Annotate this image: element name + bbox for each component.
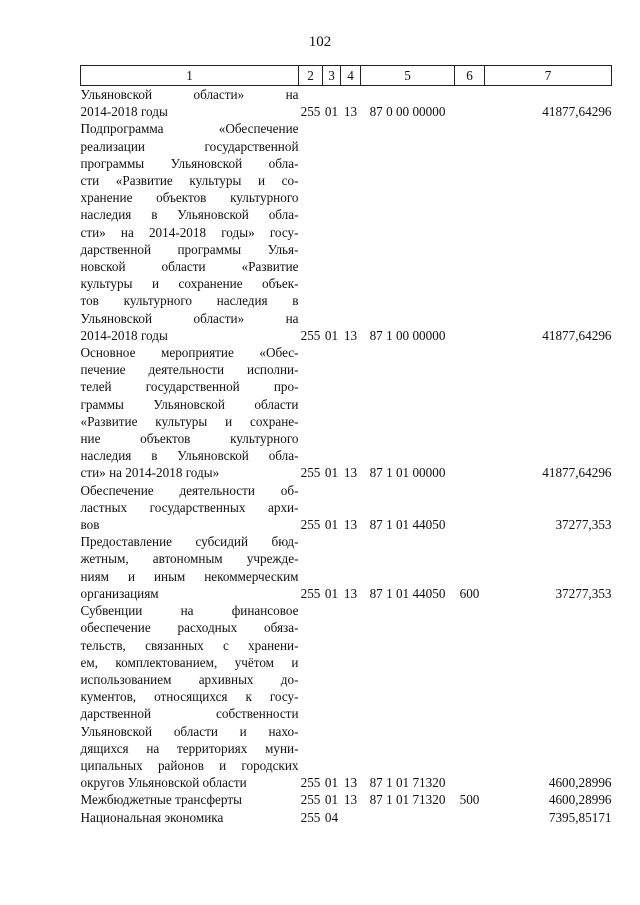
- grbs-code: 255: [300, 104, 321, 120]
- subsection-code: 13: [343, 775, 358, 791]
- name-line: сти «Развитие культуры и со-: [80, 173, 299, 189]
- name-line: сти» на 2014-2018 годы» госу-: [80, 224, 299, 240]
- expense-type-code: [455, 809, 485, 826]
- name-line: Обеспечение деятельности об-: [80, 482, 299, 498]
- target-article-code: 87 1 01 71320: [369, 775, 446, 791]
- row-name: [81, 120, 299, 344]
- name-line: Предоставление субсидий бюд-: [80, 534, 299, 550]
- name-line: Национальная экономика: [80, 809, 224, 825]
- name-line: программы Ульяновской обла-: [80, 155, 299, 171]
- table-row: [81, 809, 612, 826]
- name-line: культуры и сохранение объек-: [80, 276, 299, 292]
- subsection-code: 13: [343, 104, 358, 120]
- table-row: [81, 482, 612, 534]
- name-line: дарственной собственности: [80, 706, 299, 722]
- amount: 4600,28996: [548, 792, 612, 808]
- grbs-code: 255: [300, 327, 321, 343]
- amount: 41877,64296: [542, 327, 612, 343]
- subsection-code: 13: [343, 327, 358, 343]
- amount: 37277,353: [555, 517, 612, 533]
- name-line: обеспечение расходных обяза-: [80, 620, 299, 636]
- budget-table: [80, 65, 612, 826]
- name-line: «Развитие культуры и сохране-: [80, 413, 299, 429]
- header-col-5: 5: [361, 66, 455, 86]
- amount: 4600,28996: [548, 775, 612, 791]
- expense-type-code: [455, 120, 485, 344]
- name-line: округов Ульяновской области: [80, 775, 247, 791]
- expense-type-code: [455, 482, 485, 534]
- row-name: [81, 344, 299, 482]
- subsection-code: 13: [343, 585, 358, 601]
- name-line: тельств, связанных с хранени-: [80, 637, 299, 653]
- row-name: [81, 482, 299, 534]
- name-line: Субвенции на финансовое: [80, 603, 299, 619]
- name-line: телей государственной про-: [80, 379, 299, 395]
- table-row: [81, 791, 612, 808]
- header-col-2: 2: [299, 66, 323, 86]
- section-code: 01: [324, 517, 339, 533]
- name-line: Ульяновской области» на: [80, 87, 299, 102]
- section-code: 01: [324, 775, 339, 791]
- grbs-code: 255: [300, 465, 321, 481]
- name-line: печение деятельности исполни-: [80, 362, 299, 378]
- section-code: 01: [324, 327, 339, 343]
- target-article-code: 87 1 01 00000: [369, 465, 446, 481]
- header-col-1: 1: [81, 66, 299, 86]
- row-name: [81, 86, 299, 121]
- name-line: наследия в Ульяновской обла-: [80, 207, 299, 223]
- name-line: ципальных районов и городских: [80, 757, 299, 773]
- name-line: ниям и иным некоммерческим: [80, 568, 299, 584]
- table-row: [81, 344, 612, 482]
- name-line: жетным, автономным учрежде-: [80, 551, 299, 567]
- name-line: 2014-2018 годы: [80, 104, 168, 120]
- expense-type-code: [455, 602, 485, 791]
- amount: 7395,85171: [548, 809, 612, 825]
- table-row: [81, 533, 612, 602]
- name-line: хранение объектов культурного: [80, 190, 299, 206]
- name-line: сти» на 2014-2018 годы»: [80, 465, 220, 481]
- section-code: 04: [324, 809, 339, 825]
- row-name: [81, 791, 299, 808]
- table-row: [81, 86, 612, 121]
- name-line: кументов, относящихся к госу-: [80, 689, 299, 705]
- table-row: [81, 120, 612, 344]
- grbs-code: 255: [300, 809, 321, 825]
- name-line: Ульяновской области» на: [80, 310, 299, 326]
- section-code: 01: [324, 585, 339, 601]
- target-article-code: 87 1 01 44050: [369, 585, 446, 601]
- header-col-7: 7: [485, 66, 612, 86]
- expense-type-code: 600: [459, 585, 480, 601]
- name-line: новской области «Развитие: [80, 259, 299, 275]
- name-line: вов: [80, 517, 100, 533]
- header-col-4: 4: [341, 66, 361, 86]
- name-line: дарственной программы Улья-: [80, 241, 299, 257]
- amount: 41877,64296: [542, 104, 612, 120]
- name-line: дящихся на территориях муни-: [80, 740, 299, 756]
- name-line: Ульяновской области и нахо-: [80, 723, 299, 739]
- expense-type-code: 500: [459, 792, 480, 808]
- target-article-code: [361, 809, 455, 826]
- section-code: 01: [324, 792, 339, 808]
- name-line: 2014-2018 годы: [80, 327, 168, 343]
- table-body: [81, 86, 612, 826]
- name-line: ние объектов культурного: [80, 431, 299, 447]
- target-article-code: 87 0 00 00000: [369, 104, 446, 120]
- amount: 37277,353: [555, 585, 612, 601]
- row-name: [81, 533, 299, 602]
- expense-type-code: [455, 344, 485, 482]
- section-code: 01: [324, 104, 339, 120]
- target-article-code: 87 1 01 44050: [369, 517, 446, 533]
- grbs-code: 255: [300, 517, 321, 533]
- name-line: граммы Ульяновской области: [80, 396, 299, 412]
- grbs-code: 255: [300, 585, 321, 601]
- section-code: 01: [324, 465, 339, 481]
- name-line: наследия в Ульяновской обла-: [80, 448, 299, 464]
- expense-type-code: [455, 86, 485, 121]
- name-line: Подпрограмма «Обеспечение: [80, 121, 299, 137]
- table-row: [81, 602, 612, 791]
- header-col-3: 3: [323, 66, 341, 86]
- name-line: ластных государственных архи-: [80, 499, 299, 515]
- subsection-code: 13: [343, 792, 358, 808]
- subsection-code: [341, 809, 361, 826]
- amount: 41877,64296: [542, 465, 612, 481]
- name-line: тов культурного наследия в: [80, 293, 299, 309]
- column-number-header: [81, 66, 612, 86]
- name-line: ем, комплектованием, учётом и: [80, 654, 299, 670]
- name-line: организациям: [80, 585, 159, 601]
- row-name: [81, 809, 299, 826]
- row-name: [81, 602, 299, 791]
- subsection-code: 13: [343, 517, 358, 533]
- name-line: Межбюджетные трансферты: [80, 792, 242, 808]
- name-line: Основное мероприятие «Обес-: [80, 345, 299, 361]
- page-number: 102: [308, 34, 332, 50]
- grbs-code: 255: [300, 792, 321, 808]
- header-col-6: 6: [455, 66, 485, 86]
- subsection-code: 13: [343, 465, 358, 481]
- name-line: использованием архивных до-: [80, 671, 299, 687]
- name-line: реализации государственной: [80, 138, 299, 154]
- target-article-code: 87 1 01 71320: [369, 792, 446, 808]
- target-article-code: 87 1 00 00000: [369, 327, 446, 343]
- grbs-code: 255: [300, 775, 321, 791]
